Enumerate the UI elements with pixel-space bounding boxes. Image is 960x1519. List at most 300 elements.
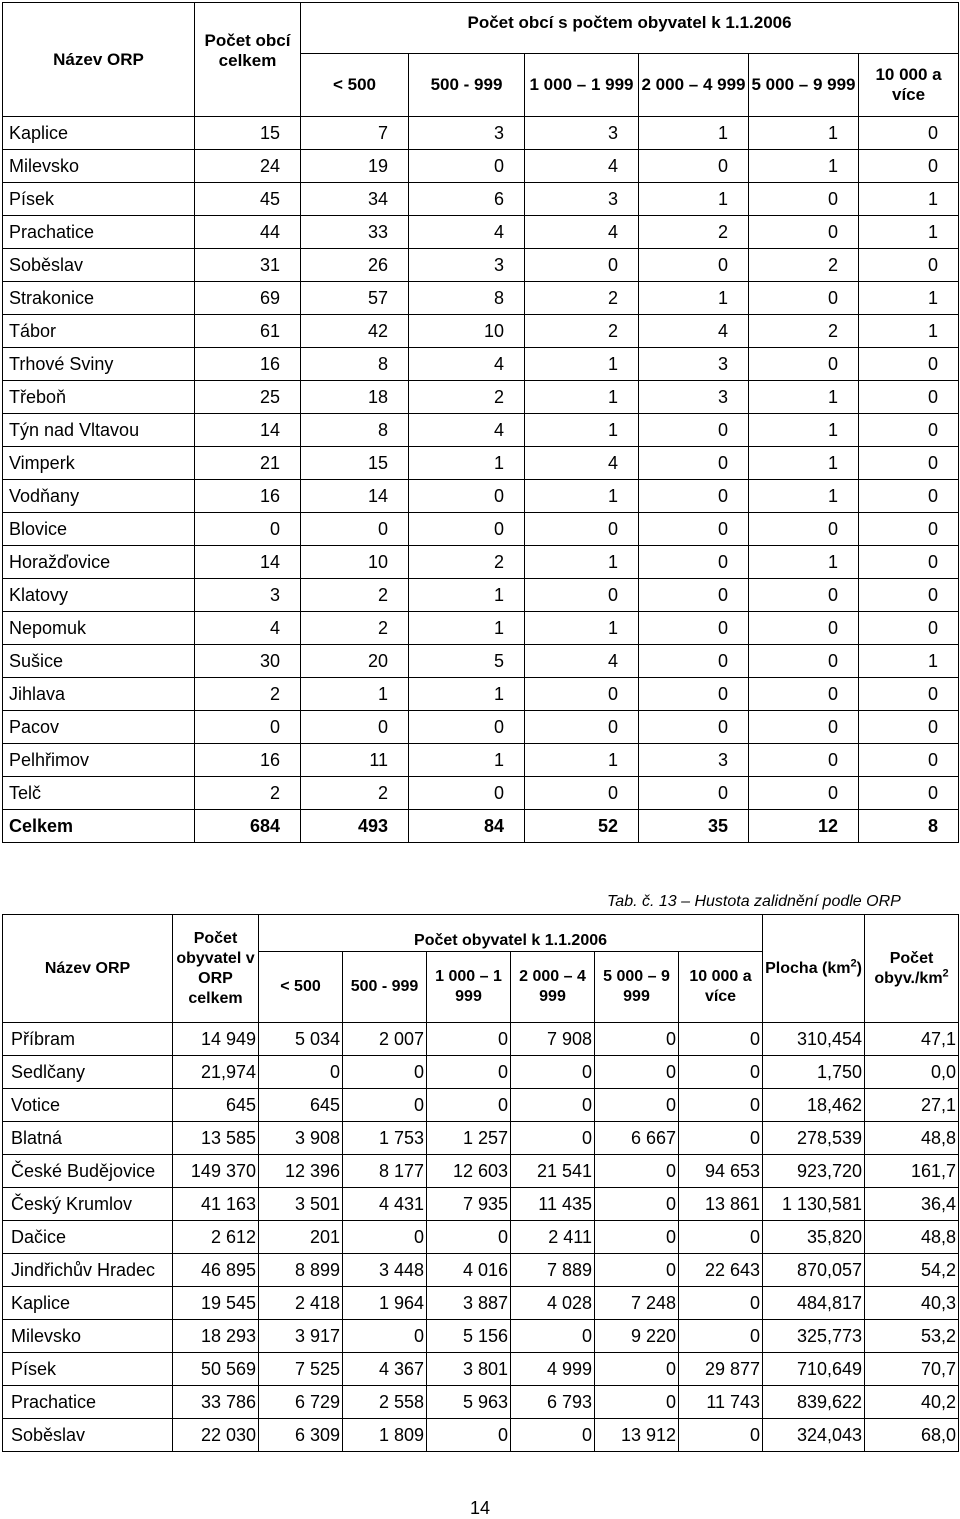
row-value: 70,7 (865, 1353, 959, 1386)
table-row (3, 1221, 959, 1254)
row-value: 1 (859, 645, 959, 678)
row-value: 870,057 (763, 1254, 865, 1287)
row-value: 0 (409, 150, 525, 183)
row-value: 6 729 (259, 1386, 343, 1419)
table-row (3, 1056, 959, 1089)
row-value: 0 (343, 1056, 427, 1089)
row-value: 18,462 (763, 1089, 865, 1122)
row-name: Dačice (3, 1221, 173, 1254)
row-value: 6 793 (511, 1386, 595, 1419)
row-value: 0 (859, 414, 959, 447)
row-value: 4 (525, 216, 639, 249)
row-value: 6 309 (259, 1419, 343, 1452)
row-value: 0 (859, 513, 959, 546)
population-density-table (2, 914, 959, 1452)
municipalities-table (2, 2, 959, 843)
row-value: 0 (195, 711, 301, 744)
table-row (3, 282, 959, 315)
row-value: 2 612 (173, 1221, 259, 1254)
row-value: 0 (679, 1122, 763, 1155)
row-value: 19 (301, 150, 409, 183)
row-value: 11 743 (679, 1386, 763, 1419)
row-value: 21 541 (511, 1155, 595, 1188)
row-value: 57 (301, 282, 409, 315)
row-value: 3 (639, 348, 749, 381)
row-value: 1 (749, 150, 859, 183)
row-name: Sušice (3, 645, 195, 678)
row-value: 10 (409, 315, 525, 348)
row-value: 0 (639, 777, 749, 810)
row-name: Vimperk (3, 447, 195, 480)
row-value: 7 525 (259, 1353, 343, 1386)
row-value: 4 (409, 216, 525, 249)
row-value: 5 156 (427, 1320, 511, 1353)
row-value: 2 (195, 678, 301, 711)
header-area-label: Plocha (km (765, 959, 851, 977)
header-bin: 5 000 – 9 999 (595, 952, 679, 1023)
row-value: 1 (525, 348, 639, 381)
row-value: 18 (301, 381, 409, 414)
row-value: 2 411 (511, 1221, 595, 1254)
row-value: 12 396 (259, 1155, 343, 1188)
header-name: Název ORP (3, 3, 195, 117)
row-value: 0 (409, 513, 525, 546)
header-bin: 500 - 999 (343, 952, 427, 1023)
row-value: 839,622 (763, 1386, 865, 1419)
row-value: 0 (639, 513, 749, 546)
table-row (3, 1254, 959, 1287)
row-value: 0 (427, 1221, 511, 1254)
row-value: 0 (639, 678, 749, 711)
row-value: 0 (427, 1089, 511, 1122)
row-value: 52 (525, 810, 639, 843)
row-value: 4 (409, 348, 525, 381)
row-value: 0 (859, 447, 959, 480)
row-value: 7 (301, 117, 409, 150)
row-value: 26 (301, 249, 409, 282)
row-value: 710,649 (763, 1353, 865, 1386)
row-value: 324,043 (763, 1419, 865, 1452)
row-value: 484,817 (763, 1287, 865, 1320)
row-value: 42 (301, 315, 409, 348)
row-value: 4 (525, 150, 639, 183)
row-value: 1 (859, 216, 959, 249)
row-name: Písek (3, 183, 195, 216)
row-value: 8 (859, 810, 959, 843)
row-value: 68,0 (865, 1419, 959, 1452)
row-value: 7 935 (427, 1188, 511, 1221)
row-value: 61 (195, 315, 301, 348)
header-bin: 10 000 a více (859, 54, 959, 117)
row-value: 22 643 (679, 1254, 763, 1287)
row-value: 4 999 (511, 1353, 595, 1386)
row-value: 1 (409, 579, 525, 612)
row-value: 8 177 (343, 1155, 427, 1188)
header-bin: 1 000 – 1 999 (525, 54, 639, 117)
row-value: 0 (859, 777, 959, 810)
row-value: 4 (639, 315, 749, 348)
row-value: 14 (195, 546, 301, 579)
row-value: 8 (301, 348, 409, 381)
row-value: 1 (525, 381, 639, 414)
row-value: 1 (749, 117, 859, 150)
row-name: Kaplice (3, 1287, 173, 1320)
row-value: 44 (195, 216, 301, 249)
row-value: 41 163 (173, 1188, 259, 1221)
row-value: 2 (409, 381, 525, 414)
row-value: 18 293 (173, 1320, 259, 1353)
row-value: 0 (679, 1089, 763, 1122)
row-value: 645 (259, 1089, 343, 1122)
row-value: 1 964 (343, 1287, 427, 1320)
row-value: 24 (195, 150, 301, 183)
row-value: 1 (525, 480, 639, 513)
table-row (3, 612, 959, 645)
row-value: 1 (409, 744, 525, 777)
table-row (3, 1353, 959, 1386)
row-value: 1 (639, 282, 749, 315)
row-value: 50 569 (173, 1353, 259, 1386)
row-value: 33 (301, 216, 409, 249)
row-value: 1 (525, 546, 639, 579)
row-value: 0 (427, 1419, 511, 1452)
header-bin: 10 000 a více (679, 952, 763, 1023)
row-value: 53,2 (865, 1320, 959, 1353)
row-value: 84 (409, 810, 525, 843)
header-density (865, 915, 959, 1023)
row-value: 7 889 (511, 1254, 595, 1287)
row-value: 3 (409, 249, 525, 282)
row-value: 0 (859, 579, 959, 612)
row-value: 4 (525, 447, 639, 480)
row-value: 0 (511, 1122, 595, 1155)
row-value: 31 (195, 249, 301, 282)
row-value: 69 (195, 282, 301, 315)
row-value: 7 908 (511, 1023, 595, 1056)
table-row (3, 150, 959, 183)
row-value: 1 (749, 480, 859, 513)
row-value: 278,539 (763, 1122, 865, 1155)
row-value: 201 (259, 1221, 343, 1254)
table-row (3, 414, 959, 447)
row-value: 13 585 (173, 1122, 259, 1155)
row-value: 0 (427, 1023, 511, 1056)
row-value: 0 (639, 414, 749, 447)
row-value: 3 448 (343, 1254, 427, 1287)
row-value: 14 (301, 480, 409, 513)
table-row (3, 183, 959, 216)
row-value: 14 949 (173, 1023, 259, 1056)
row-name: Trhové Sviny (3, 348, 195, 381)
row-name: Pacov (3, 711, 195, 744)
row-value: 48,8 (865, 1122, 959, 1155)
header-bin: < 500 (259, 952, 343, 1023)
row-value: 0 (511, 1419, 595, 1452)
row-value: 0 (749, 513, 859, 546)
row-value: 2 (409, 546, 525, 579)
row-value: 2 (301, 612, 409, 645)
row-name: Jindřichův Hradec (3, 1254, 173, 1287)
header-bin: 2 000 – 4 999 (639, 54, 749, 117)
row-value: 0 (749, 216, 859, 249)
row-value: 0 (343, 1320, 427, 1353)
header-bin: 5 000 – 9 999 (749, 54, 859, 117)
header-group: Počet obcí s počtem obyvatel k 1.1.2006 (301, 3, 959, 54)
row-value: 94 653 (679, 1155, 763, 1188)
row-value: 2 558 (343, 1386, 427, 1419)
row-value: 35 (639, 810, 749, 843)
row-value: 0 (859, 381, 959, 414)
table-row (3, 1386, 959, 1419)
row-value: 2 (525, 282, 639, 315)
row-value: 0 (595, 1353, 679, 1386)
row-value: 0 (859, 480, 959, 513)
row-name: Soběslav (3, 1419, 173, 1452)
row-value: 1 (409, 612, 525, 645)
row-value: 15 (301, 447, 409, 480)
row-value: 8 (409, 282, 525, 315)
row-value: 36,4 (865, 1188, 959, 1221)
row-value: 0 (343, 1089, 427, 1122)
table-row (3, 744, 959, 777)
row-value: 0 (525, 777, 639, 810)
row-value: 161,7 (865, 1155, 959, 1188)
row-value: 16 (195, 744, 301, 777)
row-value: 2 418 (259, 1287, 343, 1320)
row-value: 0 (679, 1221, 763, 1254)
row-value: 0 (749, 777, 859, 810)
row-value: 35,820 (763, 1221, 865, 1254)
row-value: 2 (749, 315, 859, 348)
total-row (3, 810, 959, 843)
row-value: 0 (525, 249, 639, 282)
row-name: Vodňany (3, 480, 195, 513)
table-row (3, 645, 959, 678)
row-value: 13 861 (679, 1188, 763, 1221)
row-value: 0 (595, 1155, 679, 1188)
header-total: Počet obyvatel v ORP celkem (173, 915, 259, 1023)
row-value: 0 (749, 645, 859, 678)
row-name: Blatná (3, 1122, 173, 1155)
row-value: 16 (195, 480, 301, 513)
row-value: 1 (301, 678, 409, 711)
table-row (3, 480, 959, 513)
row-value: 0 (639, 249, 749, 282)
row-value: 25 (195, 381, 301, 414)
row-value: 21 (195, 447, 301, 480)
row-value: 0 (595, 1089, 679, 1122)
row-value: 54,2 (865, 1254, 959, 1287)
table-row (3, 117, 959, 150)
row-value: 0 (749, 678, 859, 711)
row-value: 1 (859, 183, 959, 216)
row-value: 1 (859, 282, 959, 315)
table-row (3, 1419, 959, 1452)
row-value: 0 (409, 480, 525, 513)
row-value: 325,773 (763, 1320, 865, 1353)
table-row (3, 249, 959, 282)
row-value: 0 (427, 1056, 511, 1089)
table-row (3, 711, 959, 744)
row-value: 0 (639, 546, 749, 579)
row-value: 1 (409, 447, 525, 480)
row-value: 0 (595, 1056, 679, 1089)
row-value: 493 (301, 810, 409, 843)
row-value: 0 (749, 612, 859, 645)
row-value: 3 (639, 744, 749, 777)
table-row (3, 1089, 959, 1122)
row-name: Sedlčany (3, 1056, 173, 1089)
row-value: 4 028 (511, 1287, 595, 1320)
row-value: 3 (639, 381, 749, 414)
row-value: 21,974 (173, 1056, 259, 1089)
row-name: Kaplice (3, 117, 195, 150)
row-value: 30 (195, 645, 301, 678)
row-value: 27,1 (865, 1089, 959, 1122)
row-value: 0 (859, 150, 959, 183)
row-value: 5 963 (427, 1386, 511, 1419)
row-value: 0 (859, 744, 959, 777)
row-value: 34 (301, 183, 409, 216)
row-value: 0 (749, 744, 859, 777)
header-total: Počet obcí celkem (195, 3, 301, 117)
row-name: Horažďovice (3, 546, 195, 579)
row-value: 3 801 (427, 1353, 511, 1386)
row-value: 0 (343, 1221, 427, 1254)
row-value: 8 899 (259, 1254, 343, 1287)
page-number: 14 (470, 1498, 491, 1518)
row-name: Český Krumlov (3, 1188, 173, 1221)
row-value: 45 (195, 183, 301, 216)
row-value: 0 (859, 678, 959, 711)
table-caption: Tab. č. 13 – Hustota zalidnění podle ORP (607, 893, 901, 910)
row-value: 40,2 (865, 1386, 959, 1419)
table-row (3, 381, 959, 414)
row-value: 0 (749, 711, 859, 744)
row-value: 12 603 (427, 1155, 511, 1188)
row-name: Klatovy (3, 579, 195, 612)
row-value: 0 (679, 1023, 763, 1056)
row-value: 3 (525, 117, 639, 150)
row-value: 6 (409, 183, 525, 216)
row-value: 2 (525, 315, 639, 348)
row-value: 3 917 (259, 1320, 343, 1353)
row-value: 0 (511, 1320, 595, 1353)
row-value: 0 (639, 579, 749, 612)
row-value: 0 (525, 579, 639, 612)
row-value: 0 (525, 711, 639, 744)
row-value: 0 (859, 117, 959, 150)
row-value: 1 (749, 414, 859, 447)
row-value: 3 908 (259, 1122, 343, 1155)
row-value: 1 809 (343, 1419, 427, 1452)
row-value: 12 (749, 810, 859, 843)
row-value: 0 (859, 348, 959, 381)
row-value: 0 (639, 612, 749, 645)
row-value: 0 (595, 1221, 679, 1254)
row-value: 0 (859, 249, 959, 282)
row-name: České Budějovice (3, 1155, 173, 1188)
row-value: 1 257 (427, 1122, 511, 1155)
header-bin: < 500 (301, 54, 409, 117)
row-value: 2 (301, 777, 409, 810)
row-name: Jihlava (3, 678, 195, 711)
row-value: 0 (639, 150, 749, 183)
row-value: 0 (859, 546, 959, 579)
row-name: Příbram (3, 1023, 173, 1056)
row-value: 1,750 (763, 1056, 865, 1089)
row-value: 1 (525, 744, 639, 777)
table-row (3, 315, 959, 348)
row-value: 0 (595, 1386, 679, 1419)
header-area-close: ) (856, 959, 862, 977)
row-name: Celkem (3, 810, 195, 843)
row-value: 0 (639, 447, 749, 480)
row-value: 2 (301, 579, 409, 612)
row-value: 0 (409, 711, 525, 744)
row-value: 10 (301, 546, 409, 579)
row-value: 0 (859, 612, 959, 645)
row-value: 20 (301, 645, 409, 678)
row-name: Nepomuk (3, 612, 195, 645)
header-density-sup: 2 (942, 967, 949, 980)
row-name: Telč (3, 777, 195, 810)
row-value: 0 (511, 1056, 595, 1089)
row-value: 0 (301, 711, 409, 744)
row-value: 46 895 (173, 1254, 259, 1287)
row-value: 1 (749, 546, 859, 579)
row-value: 0 (195, 513, 301, 546)
row-value: 4 016 (427, 1254, 511, 1287)
row-value: 14 (195, 414, 301, 447)
row-value: 4 (525, 645, 639, 678)
table-row (3, 348, 959, 381)
row-name: Prachatice (3, 1386, 173, 1419)
row-value: 9 220 (595, 1320, 679, 1353)
header-bin: 1 000 – 1 999 (427, 952, 511, 1023)
row-value: 13 912 (595, 1419, 679, 1452)
row-value: 7 248 (595, 1287, 679, 1320)
row-name: Prachatice (3, 216, 195, 249)
row-value: 1 (639, 117, 749, 150)
row-value: 2 (195, 777, 301, 810)
row-value: 5 (409, 645, 525, 678)
row-name: Tábor (3, 315, 195, 348)
row-value: 40,3 (865, 1287, 959, 1320)
row-value: 0 (301, 513, 409, 546)
row-value: 1 (749, 381, 859, 414)
header-bin: 2 000 – 4 999 (511, 952, 595, 1023)
row-value: 6 667 (595, 1122, 679, 1155)
row-value: 4 (195, 612, 301, 645)
row-name: Blovice (3, 513, 195, 546)
row-value: 0 (679, 1320, 763, 1353)
row-value: 0 (595, 1254, 679, 1287)
row-value: 0 (525, 678, 639, 711)
row-value: 149 370 (173, 1155, 259, 1188)
row-name: Strakonice (3, 282, 195, 315)
row-value: 4 367 (343, 1353, 427, 1386)
row-name: Milevsko (3, 150, 195, 183)
row-value: 684 (195, 810, 301, 843)
row-name: Týn nad Vltavou (3, 414, 195, 447)
row-value: 29 877 (679, 1353, 763, 1386)
table-row (3, 1122, 959, 1155)
row-value: 3 501 (259, 1188, 343, 1221)
row-value: 0 (259, 1056, 343, 1089)
header-area-sup: 2 (850, 957, 857, 970)
row-value: 3 (525, 183, 639, 216)
